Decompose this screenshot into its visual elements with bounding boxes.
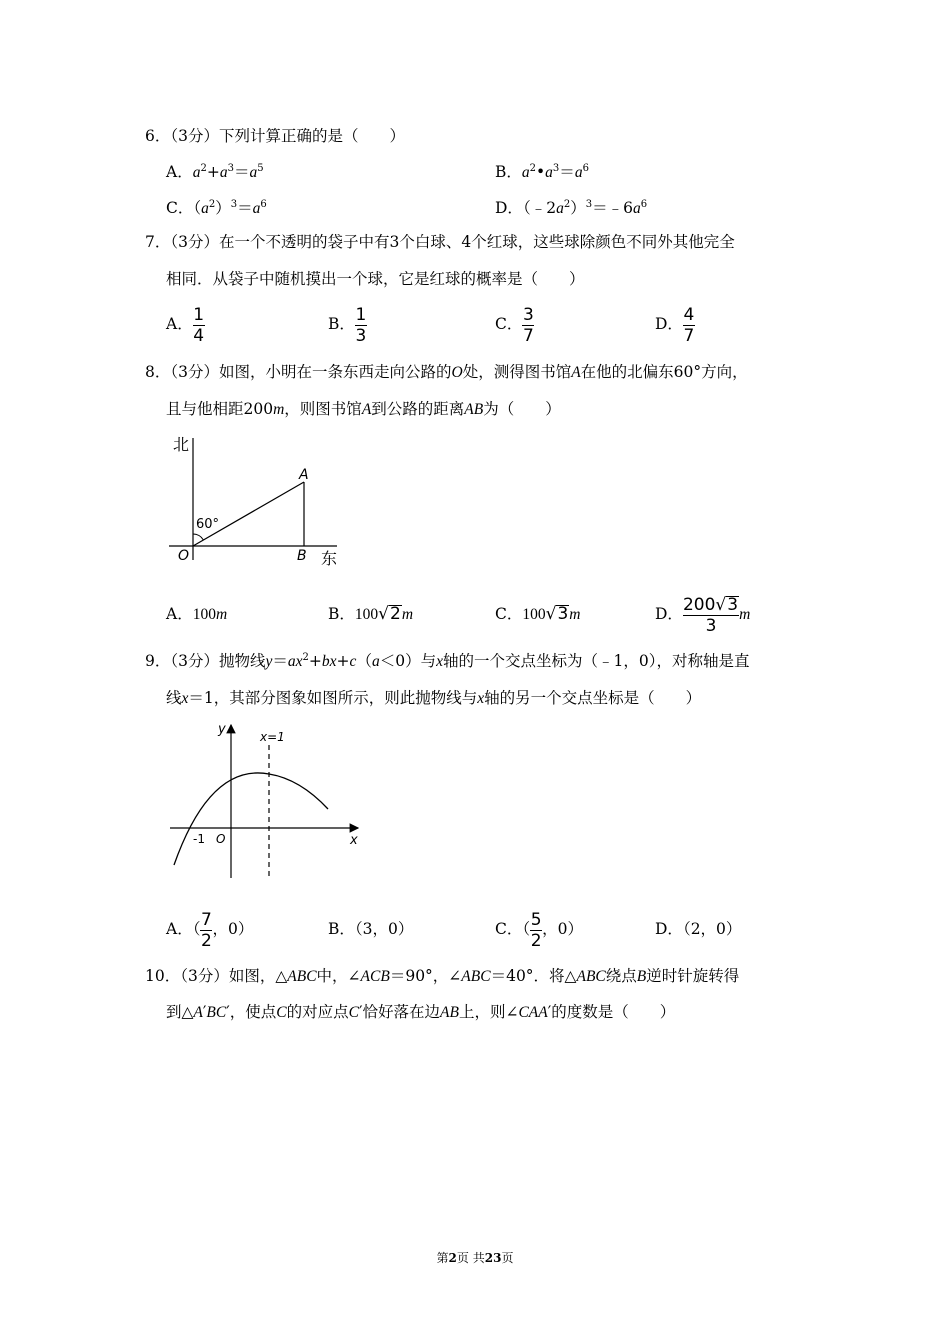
q7-option-a: A． $\frac{1}{4}$ [166,304,205,346]
q6-option-a: A．$a^2+a^3=a^5$ [166,163,264,181]
q9-line1: 9．（3分）抛物线$y=ax^2+bx+c(a<0)$与x轴的一个交点坐标为（﹣1，0），对称轴是直 [145,652,750,670]
neg-one-label: -1 [193,832,205,846]
parabola-curve [174,773,328,865]
north-label: 北 [173,435,190,454]
q9-option-a: A．（ $\frac{7}{2}$ ，0） [166,909,254,951]
axis-label: x=1 [260,730,285,744]
q6-stem: 6．（3分）下列计算正确的是（ ） [145,127,405,145]
q8-option-b: B．100√2m [328,604,414,624]
q8-option-d: D． $\frac{200√3}{3}$ m [655,594,751,636]
q8-figure [165,428,350,573]
y-label: y [218,722,226,737]
line-OA [193,482,304,546]
q6-option-b: B．$a^2•a^3=a^6$ [495,163,589,181]
q7-option-d: D． $\frac{4}{7}$ [655,304,695,346]
point-A: A [299,467,309,483]
angle-label: 60° [196,517,220,532]
page-footer: 第2页 共23页 [436,1251,514,1265]
x-label: x [350,833,358,848]
q9-option-c: C．（ $\frac{5}{2}$ ，0） [495,909,584,951]
q8-option-c: C．100√3m [495,604,581,624]
q8-option-a: A．100m [166,605,228,623]
q9-figure [160,717,365,882]
q9-option-b: B．（3，0） [328,920,414,938]
q8-line1: 8．（3分）如图，小明在一条东西走向公路的O处，测得图书馆A在他的北偏东60°方向， [145,363,748,381]
point-B: B [297,548,307,564]
q7-option-c: C． $\frac{3}{7}$ [495,304,534,346]
east-label: 东 [321,549,338,568]
origin-label: O [216,832,226,846]
q6-option-c: C．$(a^2)^3=a^6$ [166,199,267,217]
q6-option-d: D．$(﹣2a^2)^3=﹣6a^6$ [495,199,648,217]
point-O: O [178,548,190,564]
q7-line2: 相同．从袋子中随机摸出一个球，它是红球的概率是（ ） [166,270,585,288]
q9-line2: 线x＝1，其部分图象如图所示，则此抛物线与x轴的另一个交点坐标是（ ） [166,689,702,707]
q10-line2: 到△A′BC′，使点C的对应点C′恰好落在边AB上，则∠CAA′的度数是（ ） [166,1003,676,1021]
angle-arc [193,534,203,540]
q10-line1: 10．（3分）如图，△ABC中，∠ACB＝90°，∠ABC＝40°．将△ABC绕点B逆时针旋转得 [145,967,740,985]
q7-option-b: B． $\frac{1}{3}$ [328,304,367,346]
q8-line2: 且与他相距200m，则图书馆A到公路的距离AB为（ ） [166,400,561,418]
q9-option-d: D．（2，0） [655,920,742,938]
q7-line1: 7．（3分）在一个不透明的袋子中有3个白球、4个红球，这些球除颜色不同外其他完全 [145,233,735,251]
